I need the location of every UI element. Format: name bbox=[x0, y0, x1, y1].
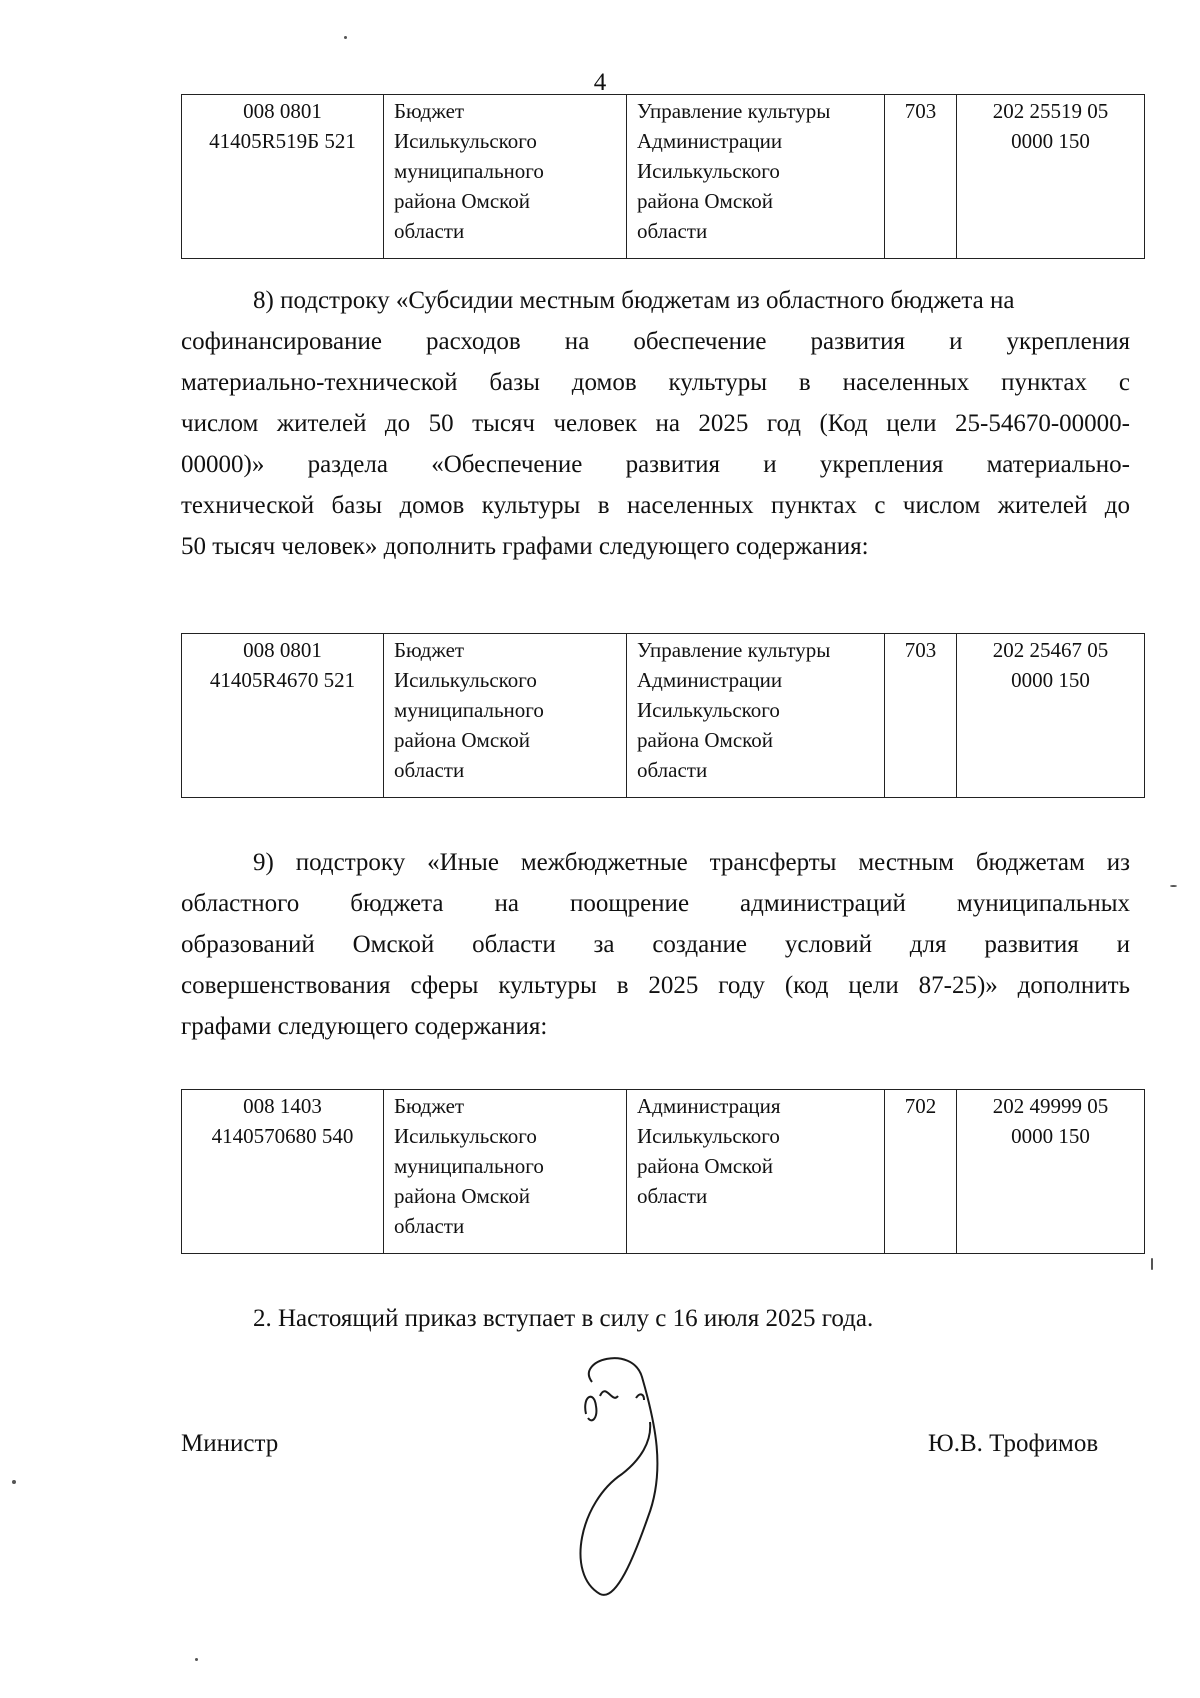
text-line: совершенствования сферы культуры в 2025 году (код цели 87-25)» дополнить bbox=[181, 972, 1130, 999]
text-line: числом жителей до 50 тысяч человек на 2025 год (Код цели 25-54670-00000- bbox=[181, 410, 1130, 437]
budget-classification-code: 008 0801 41405R519Б 521 bbox=[182, 95, 384, 259]
text-line: 8) подстроку «Субсидии местным бюджетам из областного бюджета на bbox=[253, 287, 1015, 314]
budget-name: Бюджет Исилькульского муниципального района Омской области bbox=[384, 1090, 627, 1254]
scan-speck bbox=[195, 1658, 198, 1661]
scan-speck bbox=[1170, 885, 1177, 887]
text-line: областного бюджета на поощрение администраций муниципальных bbox=[181, 890, 1130, 917]
scan-speck bbox=[12, 1480, 16, 1484]
table-row bbox=[182, 95, 1145, 259]
amendment-table bbox=[181, 633, 1145, 798]
budget-name: Бюджет Исилькульского муниципального района Омской области bbox=[384, 95, 627, 259]
administrator-name: Управление культуры Администрации Исилькульского района Омской области bbox=[627, 634, 885, 798]
administrator-code: 703 bbox=[885, 634, 957, 798]
amendment-table bbox=[181, 94, 1145, 259]
text-line: образований Омской области за создание условий для развития и bbox=[181, 931, 1130, 958]
signatory-position: Министр bbox=[181, 1430, 279, 1457]
signatory-name: Ю.В. Трофимов bbox=[928, 1430, 1099, 1457]
scan-speck bbox=[1151, 1258, 1153, 1270]
text-line: материально-технической базы домов культуры в населенных пунктах с bbox=[181, 369, 1130, 396]
table-row bbox=[182, 1090, 1145, 1254]
handwritten-signature bbox=[570, 1352, 720, 1612]
administrator-code: 702 bbox=[885, 1090, 957, 1254]
text-line: 00000)» раздела «Обеспечение развития и укрепления материально- bbox=[181, 451, 1130, 478]
revenue-code: 202 49999 05 0000 150 bbox=[957, 1090, 1145, 1254]
revenue-code: 202 25519 05 0000 150 bbox=[957, 95, 1145, 259]
text-line: технической базы домов культуры в населенных пунктах с числом жителей до bbox=[181, 492, 1130, 519]
budget-classification-code: 008 0801 41405R4670 521 bbox=[182, 634, 384, 798]
text-line: софинансирование расходов на обеспечение развития и укрепления bbox=[181, 328, 1130, 355]
text-line: 50 тысяч человек» дополнить графами следующего содержания: bbox=[181, 533, 869, 560]
text-line: 9) подстроку «Иные межбюджетные трансферты местным бюджетам из bbox=[253, 849, 1130, 876]
budget-classification-code: 008 1403 4140570680 540 bbox=[182, 1090, 384, 1254]
scan-speck bbox=[344, 36, 347, 39]
administrator-name: Управление культуры Администрации Исилькульского района Омской области bbox=[627, 95, 885, 259]
page-number: 4 bbox=[593, 69, 607, 96]
administrator-name: Администрация Исилькульского района Омской области bbox=[627, 1090, 885, 1254]
amendment-table bbox=[181, 1089, 1145, 1254]
administrator-code: 703 bbox=[885, 95, 957, 259]
effective-clause: 2. Настоящий приказ вступает в силу с 16 июля 2025 года. bbox=[253, 1305, 874, 1332]
table-row bbox=[182, 634, 1145, 798]
revenue-code: 202 25467 05 0000 150 bbox=[957, 634, 1145, 798]
text-line: графами следующего содержания: bbox=[181, 1013, 548, 1040]
budget-name: Бюджет Исилькульского муниципального района Омской области bbox=[384, 634, 627, 798]
